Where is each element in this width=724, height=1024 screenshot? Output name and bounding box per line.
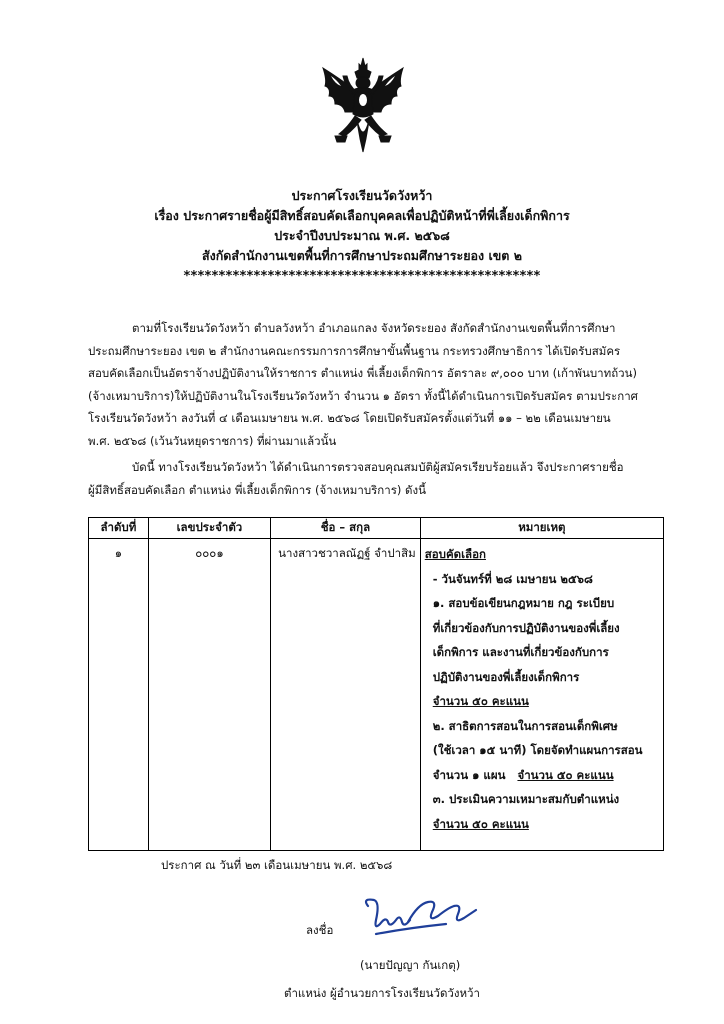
table-header-row [89,518,664,539]
item3-score: จำนวน ๕๐ คะแนน [432,816,529,831]
header-id: เลขประจำตัว [148,518,270,539]
item2-plan: จำนวน ๑ แผน [432,767,506,782]
paragraph-line: ประถมศึกษาระยอง เขต ๒ สำนักงานคณะกรรมการการศึกษาขั้นพื้นฐาน กระทรวงศึกษาธิการ ได้เปิดรับสมัคร [88,343,621,358]
table-row [89,539,664,851]
cell-remarks [420,539,663,851]
paragraph-line: โรงเรียนวัดวังหว้า ลงวันที่ ๔ เดือนเมษายน พ.ศ. ๒๕๖๘ โดยเปิดรับสมัครตั้งแต่วันที่ ๑๑ – ๒๒ เดือนเมษายน [88,411,611,425]
signer-name: (นายปัญญา กันเกตุ) [360,958,461,972]
exam-date: - วันจันทร์ที่ ๒๘ เมษายน ๒๕๖๘ [432,571,593,586]
remarks-title: สอบคัดเลือก [424,547,486,561]
header-name: ชื่อ – สกุล [271,518,421,539]
item2-line: (ใช้เวลา ๑๕ นาที) โดยจัดทำแผนการสอน [432,743,643,757]
item1-line: เด็กพิการ และงานที่เกี่ยวข้องกับการ [432,645,609,659]
candidate-table [88,517,664,851]
signer-position: ตำแหน่ง ผู้อำนวยการโรงเรียนวัดวังหว้า [284,986,480,1000]
item3-line: ๓. ประเมินความเหมาะสมกับตำแหน่ง [432,792,620,806]
intro-paragraph [88,317,658,452]
garuda-emblem-icon [317,56,409,156]
star-divider: *************************************************** [183,269,541,284]
document-header [0,186,724,286]
paragraph-line: บัดนี้ ทางโรงเรียนวัดวังหว้า ได้ดำเนินการตรวจสอบคุณสมบัติผู้สมัครเรียบร้อยแล้ว จึงประกาศรายชื่อ [132,460,624,474]
announcement-subject: เรื่อง ประกาศรายชื่อผู้มีสิทธิ์สอบคัดเลือกบุคคลเพื่อปฏิบัติหน้าที่พี่เลี้ยงเด็กพิการ [154,208,570,223]
announcement-paragraph [88,456,658,501]
fiscal-year-line: ประจำปีงบประมาณ พ.ศ. ๒๕๖๘ [274,228,450,243]
cell-name: นางสาวชวาลณัฏฐ์ จำปาสิม [271,539,421,851]
item1-line: ปฏิบัติงานของพี่เลี้ยงเด็กพิการ [432,669,580,684]
announcement-title: ประกาศโรงเรียนวัดวังหว้า [291,188,433,203]
paragraph-line: ผู้มีสิทธิ์สอบคัดเลือก ตำแหน่ง พี่เลี้ยงเด็กพิการ (จ้างเหมาบริการ) ดังนี้ [88,482,426,497]
item2-line: ๒. สาธิตการสอนในการสอนเด็กพิเศษ [432,718,618,733]
sign-label: ลงชื่อ [306,923,334,937]
paragraph-line: ตามที่โรงเรียนวัดวังหว้า ตำบลวังหว้า อำเภอแกลง จังหวัดระยอง สังกัดสำนักงานเขตพื้นที่การศึกษา [132,321,616,335]
paragraph-line: สอบคัดเลือกเป็นอัตราจ้างปฏิบัติงานให้ราชการ ตำแหน่ง พี่เลี้ยงเด็กพิการ อัตราละ ๙,๐๐๐ บาท (เก้าพันบาทถ้วน) [88,366,637,380]
item2-score: จำนวน ๕๐ คะแนน [517,767,614,782]
cell-seq: ๑ [89,539,149,851]
paragraph-line: (จ้างเหมาบริการ)ให้ปฏิบัติงานในโรงเรียนวัดวังหว้า จำนวน ๑ อัตรา ทั้งนี้ได้ดำเนินการเปิดรับสมัคร ตามประกาศ [88,388,638,403]
cell-id: ๐๐๐๑ [148,539,270,851]
item1-score: จำนวน ๕๐ คะแนน [432,694,529,708]
paragraph-line: พ.ศ. ๒๕๖๘ (เว้นวันหยุดราชการ) ที่ผ่านมาแล้วนั้น [88,433,337,448]
header-remarks: หมายเหตุ [420,518,663,539]
announce-date: ประกาศ ณ วันที่ ๒๓ เดือนเมษายน พ.ศ. ๒๕๖๘ [161,858,393,872]
affiliation-line: สังกัดสำนักงานเขตพื้นที่การศึกษาประถมศึกษาระยอง เขต ๒ [201,248,523,263]
item2-score-line [425,763,661,788]
handwritten-signature [358,894,484,944]
item1-line: ที่เกี่ยวข้องกับการปฏิบัติงานของพี่เลี้ยง [432,620,620,635]
item1-line: ๑. สอบข้อเขียนกฎหมาย กฎ ระเบียบ [432,596,615,610]
header-seq: ลำดับที่ [89,518,149,539]
